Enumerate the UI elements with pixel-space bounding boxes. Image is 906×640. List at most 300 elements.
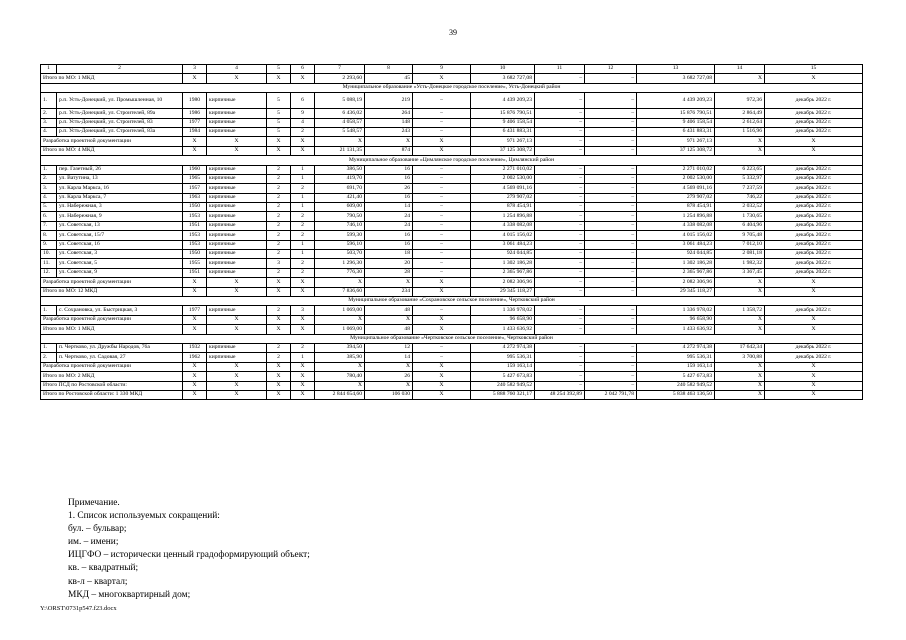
table-cell: 5 — [267, 127, 291, 136]
total-value-cell: X — [365, 381, 413, 390]
table-cell: ул. Советская, 15/7 — [57, 231, 183, 240]
table-cell: 1965 — [183, 174, 207, 183]
table-cell: 1955 — [183, 259, 207, 268]
notes-line: кв-л – квартал; — [68, 576, 128, 587]
table-cell: кирпичные — [207, 193, 267, 202]
table-cell: – — [535, 268, 585, 277]
table-cell: 1932 — [183, 343, 207, 352]
table-cell: 2 — [267, 193, 291, 202]
table-cell: – — [585, 212, 637, 221]
total-value-cell: X — [413, 146, 471, 155]
table-cell: 15 876 790,51 — [471, 109, 535, 118]
total-value-cell: X — [183, 74, 207, 83]
total-value-cell: – — [535, 278, 585, 287]
table-cell: декабрь 2022 г. — [765, 212, 863, 221]
total-value-cell: X — [207, 315, 267, 324]
total-value-cell: 5 427 673,83 — [637, 372, 715, 381]
table-cell: 1 336 978,02 — [637, 306, 715, 315]
table-cell: кирпичные — [207, 231, 267, 240]
total-value-cell: X — [267, 381, 291, 390]
total-value-cell: X — [765, 137, 863, 146]
total-value-cell: 1 433 636,92 — [637, 325, 715, 334]
table-cell: 2 002 530,00 — [471, 174, 535, 183]
table-cell: 3 — [291, 306, 315, 315]
table-cell: – — [413, 118, 471, 127]
table-cell: 3 367,45 — [715, 268, 765, 277]
table-cell: – — [585, 127, 637, 136]
total-row — [41, 325, 863, 334]
table-cell: – — [535, 118, 585, 127]
table-cell: – — [535, 212, 585, 221]
table-cell: – — [585, 268, 637, 277]
table-cell: 1 302 186,28 — [637, 259, 715, 268]
table-cell: ул. Набережная, 3 — [57, 203, 183, 212]
table-cell: 5 548,57 — [315, 127, 365, 136]
total-value-cell: X — [715, 278, 765, 287]
notes-line: МКД – многоквартирный дом; — [68, 589, 191, 600]
total-row — [41, 287, 863, 296]
building-row — [41, 259, 863, 268]
table-cell: 1 — [291, 193, 315, 202]
table-cell: – — [535, 231, 585, 240]
table-cell: р.п. Усть-Донецкий, ул. Строителей, 83 — [57, 118, 183, 127]
table-cell: 5 — [267, 118, 291, 127]
total-value-cell: 5 888 760 321,17 — [471, 390, 535, 399]
building-row — [41, 353, 863, 362]
table-cell: 1 — [291, 250, 315, 259]
table-cell: 4. — [41, 127, 57, 136]
total-value-cell: 29 345 118,27 — [637, 287, 715, 296]
table-cell: 2 — [267, 221, 291, 230]
table-cell: – — [535, 93, 585, 109]
table-cell: 1951 — [183, 268, 207, 277]
table-cell: 2 032,52 — [715, 203, 765, 212]
table-cell: 1951 — [183, 221, 207, 230]
total-value-cell: X — [291, 74, 315, 83]
total-value-cell: 874 — [365, 146, 413, 155]
table-cell: 596,10 — [315, 240, 365, 249]
table-cell: декабрь 2022 г. — [765, 259, 863, 268]
total-value-cell: X — [715, 146, 765, 155]
column-number-cell: 11 — [535, 65, 585, 74]
table-cell: 878 454,91 — [471, 203, 535, 212]
total-label-cell: Разработка проектной документации — [41, 315, 183, 324]
total-label-cell: Итого по МО: 1 МКД — [41, 325, 183, 334]
table-cell: кирпичные — [207, 127, 267, 136]
total-value-cell: – — [585, 278, 637, 287]
total-value-cell: 2 293,60 — [315, 74, 365, 83]
total-label-cell: Итого по МО: 2 МКД — [41, 372, 183, 381]
total-value-cell: X — [267, 278, 291, 287]
total-label-cell: Итого по МО: 1 МКД — [41, 74, 183, 83]
table-cell: – — [585, 174, 637, 183]
table-cell: 746,22 — [715, 193, 765, 202]
total-value-cell: X — [315, 362, 365, 371]
table-cell: 790,50 — [315, 212, 365, 221]
table-cell: кирпичные — [207, 268, 267, 277]
table-cell: 4 058,57 — [315, 118, 365, 127]
table-cell: 2 — [291, 259, 315, 268]
total-value-cell: X — [267, 287, 291, 296]
total-value-cell: X — [267, 146, 291, 155]
table-cell: 1986 — [183, 109, 207, 118]
table-cell: декабрь 2022 г. — [765, 174, 863, 183]
total-value-cell: X — [183, 372, 207, 381]
total-value-cell: X — [207, 278, 267, 287]
column-number-cell: 13 — [637, 65, 715, 74]
table-cell: 995 536,31 — [471, 353, 535, 362]
table-cell: 279 907,02 — [471, 193, 535, 202]
table-cell: 2 271 010,02 — [637, 165, 715, 174]
table-cell: – — [535, 174, 585, 183]
column-number-cell: 7 — [315, 65, 365, 74]
table-cell: кирпичные — [207, 240, 267, 249]
total-row — [41, 278, 863, 287]
table-cell: 1984 — [183, 127, 207, 136]
total-value-cell: 3 682 727,08 — [637, 74, 715, 83]
notes-line: кв. – квадратный; — [68, 563, 139, 574]
table-cell: декабрь 2022 г. — [765, 193, 863, 202]
column-number-cell: 8 — [365, 65, 413, 74]
building-row — [41, 306, 863, 315]
total-row — [41, 315, 863, 324]
section-title-cell: Муниципальное образование «Чертковское сельское поселение», Чертковский район — [41, 334, 863, 343]
table-cell: с. Сохрановка, ул. Быстрицкая, 3 — [57, 306, 183, 315]
table-cell: 6 — [291, 93, 315, 109]
table-cell: 4. — [41, 193, 57, 202]
total-row — [41, 137, 863, 146]
table-cell: 4 272 974,38 — [637, 343, 715, 352]
total-value-cell: – — [535, 146, 585, 155]
table-cell: декабрь 2022 г. — [765, 250, 863, 259]
total-value-cell: 780,40 — [315, 372, 365, 381]
table-cell: 1963 — [183, 193, 207, 202]
table-cell: 1 336 978,02 — [471, 306, 535, 315]
section-header-row — [41, 296, 863, 305]
table-cell: – — [535, 221, 585, 230]
table-cell: 1 069,00 — [315, 306, 365, 315]
total-value-cell: X — [413, 362, 471, 371]
total-value-cell: – — [535, 287, 585, 296]
table-cell: 1980 — [183, 93, 207, 109]
total-value-cell: X — [291, 381, 315, 390]
total-value-cell: X — [715, 325, 765, 334]
table-cell: – — [413, 221, 471, 230]
total-value-cell: X — [413, 278, 471, 287]
table-cell: кирпичные — [207, 184, 267, 193]
total-label-cell: Разработка проектной документации — [41, 362, 183, 371]
table-cell: 2 — [267, 212, 291, 221]
total-value-cell: X — [315, 315, 365, 324]
table-cell: – — [413, 343, 471, 352]
table-cell: – — [413, 250, 471, 259]
table-cell: 691,70 — [315, 184, 365, 193]
total-value-cell: X — [207, 287, 267, 296]
section-title-cell: Муниципальное образование «Цимлянское городское поселение», Цимлянский район — [41, 156, 863, 165]
total-value-cell: 1 433 636,92 — [471, 325, 535, 334]
table-cell: 394,50 — [315, 343, 365, 352]
table-cell: 16 — [365, 231, 413, 240]
table-cell: 10. — [41, 250, 57, 259]
table-cell: 2 — [267, 165, 291, 174]
table-cell: 2 — [267, 250, 291, 259]
total-value-cell: X — [365, 278, 413, 287]
table-cell: 16 — [365, 240, 413, 249]
column-number-cell: 10 — [471, 65, 535, 74]
total-value-cell: X — [183, 137, 207, 146]
table-cell: – — [535, 259, 585, 268]
file-path-footer: Y:\ORST\0731p547.f23.docx — [40, 605, 117, 612]
total-value-cell: X — [413, 381, 471, 390]
table-cell: 421,40 — [315, 193, 365, 202]
total-value-cell: X — [291, 278, 315, 287]
total-value-cell: X — [183, 362, 207, 371]
section-header-row — [41, 156, 863, 165]
total-value-cell: – — [585, 287, 637, 296]
table-cell: 14 — [365, 353, 413, 362]
table-cell: 6 223,65 — [715, 165, 765, 174]
table-cell: 2 — [267, 306, 291, 315]
total-value-cell: X — [291, 362, 315, 371]
total-value-cell: X — [267, 362, 291, 371]
table-cell: 148 — [365, 118, 413, 127]
table-cell: кирпичные — [207, 109, 267, 118]
table-cell: р.п. Усть-Донецкий, ул. Промышленная, 10 — [57, 93, 183, 109]
table-cell: декабрь 2022 г. — [765, 118, 863, 127]
table-cell: 1. — [41, 343, 57, 352]
total-value-cell: X — [291, 372, 315, 381]
table-cell: 1 302 186,28 — [471, 259, 535, 268]
table-cell: р.п. Усть-Донецкий, ул. Строителей, 89а — [57, 109, 183, 118]
table-cell: 4 569 091,16 — [637, 184, 715, 193]
table-cell: ул. Набережная, 9 — [57, 212, 183, 221]
total-value-cell: X — [365, 362, 413, 371]
total-value-cell: X — [365, 137, 413, 146]
total-value-cell: – — [585, 315, 637, 324]
table-cell: ул. Советская, 13 — [57, 221, 183, 230]
notes-line: бул. – бульвар; — [68, 524, 127, 535]
table-cell: 4 439 209,23 — [471, 93, 535, 109]
column-number-cell: 4 — [207, 65, 267, 74]
total-value-cell: X — [183, 315, 207, 324]
table-cell: 2 — [267, 174, 291, 183]
section-title-cell: Муниципальное образование «Сохрановское сельское поселение», Чертковский район — [41, 296, 863, 305]
total-label-cell: Итого по МО: 4 МКД — [41, 146, 183, 155]
table-cell: ул. Советская, 3 — [57, 250, 183, 259]
total-value-cell: 106 030 — [365, 390, 413, 399]
table-cell: – — [585, 93, 637, 109]
table-cell: – — [585, 184, 637, 193]
table-cell: 6. — [41, 212, 57, 221]
table-cell: 17 642,34 — [715, 343, 765, 352]
table-cell: 1 — [291, 165, 315, 174]
table-cell: – — [413, 203, 471, 212]
total-value-cell: – — [585, 74, 637, 83]
table-cell: 2 — [291, 212, 315, 221]
total-label-cell: Разработка проектной документации — [41, 137, 183, 146]
table-cell: 4 338 082,08 — [471, 221, 535, 230]
table-cell: 5 088,19 — [315, 93, 365, 109]
table-cell: декабрь 2022 г. — [765, 184, 863, 193]
total-value-cell: 159 163,14 — [637, 362, 715, 371]
table-cell: 14 — [365, 203, 413, 212]
table-cell: – — [585, 221, 637, 230]
table-cell: 1957 — [183, 184, 207, 193]
table-cell: 3. — [41, 118, 57, 127]
table-cell: 7 012,10 — [715, 240, 765, 249]
total-value-cell: X — [291, 287, 315, 296]
table-cell: 1 — [291, 240, 315, 249]
total-value-cell: – — [535, 74, 585, 83]
table-cell: 16 — [365, 193, 413, 202]
table-cell: 1. — [41, 306, 57, 315]
table-cell: – — [535, 343, 585, 352]
table-cell: 1953 — [183, 231, 207, 240]
table-cell: 5 — [267, 109, 291, 118]
total-value-cell: X — [207, 390, 267, 399]
total-value-cell: – — [585, 146, 637, 155]
notes-title: Примечание. — [68, 498, 120, 508]
column-number-cell: 3 — [183, 65, 207, 74]
building-row — [41, 240, 863, 249]
total-value-cell: 2 844 654,60 — [315, 390, 365, 399]
total-value-cell: X — [413, 137, 471, 146]
table-cell: 2 — [291, 268, 315, 277]
table-cell: кирпичные — [207, 343, 267, 352]
table-cell: ул. Советская, 5 — [57, 259, 183, 268]
table-cell: 4 569 091,16 — [471, 184, 535, 193]
table-cell: 1 516,96 — [715, 127, 765, 136]
table-cell: ул. Советская, 9 — [57, 268, 183, 277]
table-cell: пер. Газетный, 26 — [57, 165, 183, 174]
table-cell: – — [413, 174, 471, 183]
total-value-cell: X — [267, 390, 291, 399]
total-value-cell: 234 — [365, 287, 413, 296]
table-cell: – — [585, 250, 637, 259]
total-value-cell: X — [413, 287, 471, 296]
total-value-cell: X — [291, 315, 315, 324]
total-value-cell: X — [267, 137, 291, 146]
column-number-cell: 1 — [41, 65, 57, 74]
table-cell: 1962 — [183, 353, 207, 362]
table-cell: 1 254 896,88 — [637, 212, 715, 221]
table-cell: 2 — [267, 268, 291, 277]
total-value-cell: X — [715, 315, 765, 324]
total-value-cell: X — [765, 372, 863, 381]
table-cell: р.п. Усть-Донецкий, ул. Строителей, 83а — [57, 127, 183, 136]
building-row — [41, 231, 863, 240]
total-label-cell: Итого ПСД по Ростовской области: — [41, 381, 183, 390]
table-cell: 1 — [291, 203, 315, 212]
column-number-cell: 14 — [715, 65, 765, 74]
building-row — [41, 193, 863, 202]
table-cell: 1977 — [183, 306, 207, 315]
column-number-row — [41, 65, 863, 74]
total-value-cell: 2 082 306,96 — [471, 278, 535, 287]
total-value-cell: X — [765, 74, 863, 83]
total-value-cell: X — [715, 381, 765, 390]
table-cell: 5 332,97 — [715, 174, 765, 183]
total-value-cell: X — [207, 325, 267, 334]
table-cell: 26 — [365, 184, 413, 193]
table-cell: 8. — [41, 231, 57, 240]
total-value-cell: 1 069,00 — [315, 325, 365, 334]
table-cell: 48 — [365, 306, 413, 315]
building-row — [41, 212, 863, 221]
table-cell: 2 — [267, 240, 291, 249]
total-value-cell: 26 — [365, 372, 413, 381]
table-cell: 1. — [41, 165, 57, 174]
table-cell: 4 015 156,02 — [637, 231, 715, 240]
table-cell: 2. — [41, 353, 57, 362]
total-value-cell: X — [207, 381, 267, 390]
total-value-cell: X — [413, 325, 471, 334]
table-cell: 9 705,48 — [715, 231, 765, 240]
total-value-cell: X — [267, 372, 291, 381]
building-row — [41, 109, 863, 118]
table-cell: – — [535, 240, 585, 249]
total-value-cell: X — [207, 146, 267, 155]
column-number-cell: 5 — [267, 65, 291, 74]
total-value-cell: 5 838 463 136,50 — [637, 390, 715, 399]
total-value-cell: X — [765, 325, 863, 334]
table-cell: кирпичные — [207, 203, 267, 212]
table-cell: 995 536,31 — [637, 353, 715, 362]
table-cell: декабрь 2022 г. — [765, 203, 863, 212]
table-cell: 2. — [41, 109, 57, 118]
notes-line: им. – имени; — [68, 537, 119, 548]
table-cell: 3 — [267, 259, 291, 268]
total-row — [41, 146, 863, 155]
total-value-cell: X — [207, 137, 267, 146]
page-number: 39 — [449, 28, 457, 37]
table-cell: 3 061 484,23 — [637, 240, 715, 249]
table-cell: 1 730,65 — [715, 212, 765, 221]
table-cell: – — [585, 353, 637, 362]
table-cell: – — [585, 259, 637, 268]
total-value-cell: X — [267, 325, 291, 334]
table-cell: – — [413, 240, 471, 249]
total-value-cell: X — [315, 278, 365, 287]
total-value-cell: X — [183, 390, 207, 399]
table-cell: – — [413, 212, 471, 221]
building-row — [41, 93, 863, 109]
column-number-cell: 12 — [585, 65, 637, 74]
table-cell: ул. Ватутина, 13 — [57, 174, 183, 183]
table-cell: 11. — [41, 259, 57, 268]
table-cell: 9. — [41, 240, 57, 249]
total-value-cell: – — [585, 325, 637, 334]
total-value-cell: X — [183, 381, 207, 390]
building-row — [41, 343, 863, 352]
table-cell: 1 982,32 — [715, 259, 765, 268]
total-row — [41, 372, 863, 381]
table-cell: 776,30 — [315, 268, 365, 277]
table-cell: 6 404,96 — [715, 221, 765, 230]
table-cell: 1977 — [183, 118, 207, 127]
table-cell: ул. Карла Маркса, 16 — [57, 184, 183, 193]
total-value-cell: X — [413, 372, 471, 381]
table-cell: 746,10 — [315, 221, 365, 230]
section-title-cell: Муниципальное образование «Усть-Донецкое городское поселение», Усть-Донецкий район — [41, 83, 863, 92]
table-cell: 924 044,85 — [471, 250, 535, 259]
table-cell: 4 439 209,23 — [637, 93, 715, 109]
total-value-cell: X — [291, 146, 315, 155]
total-value-cell: X — [365, 315, 413, 324]
column-number-cell: 9 — [413, 65, 471, 74]
table-cell: кирпичные — [207, 93, 267, 109]
table-cell: – — [535, 203, 585, 212]
